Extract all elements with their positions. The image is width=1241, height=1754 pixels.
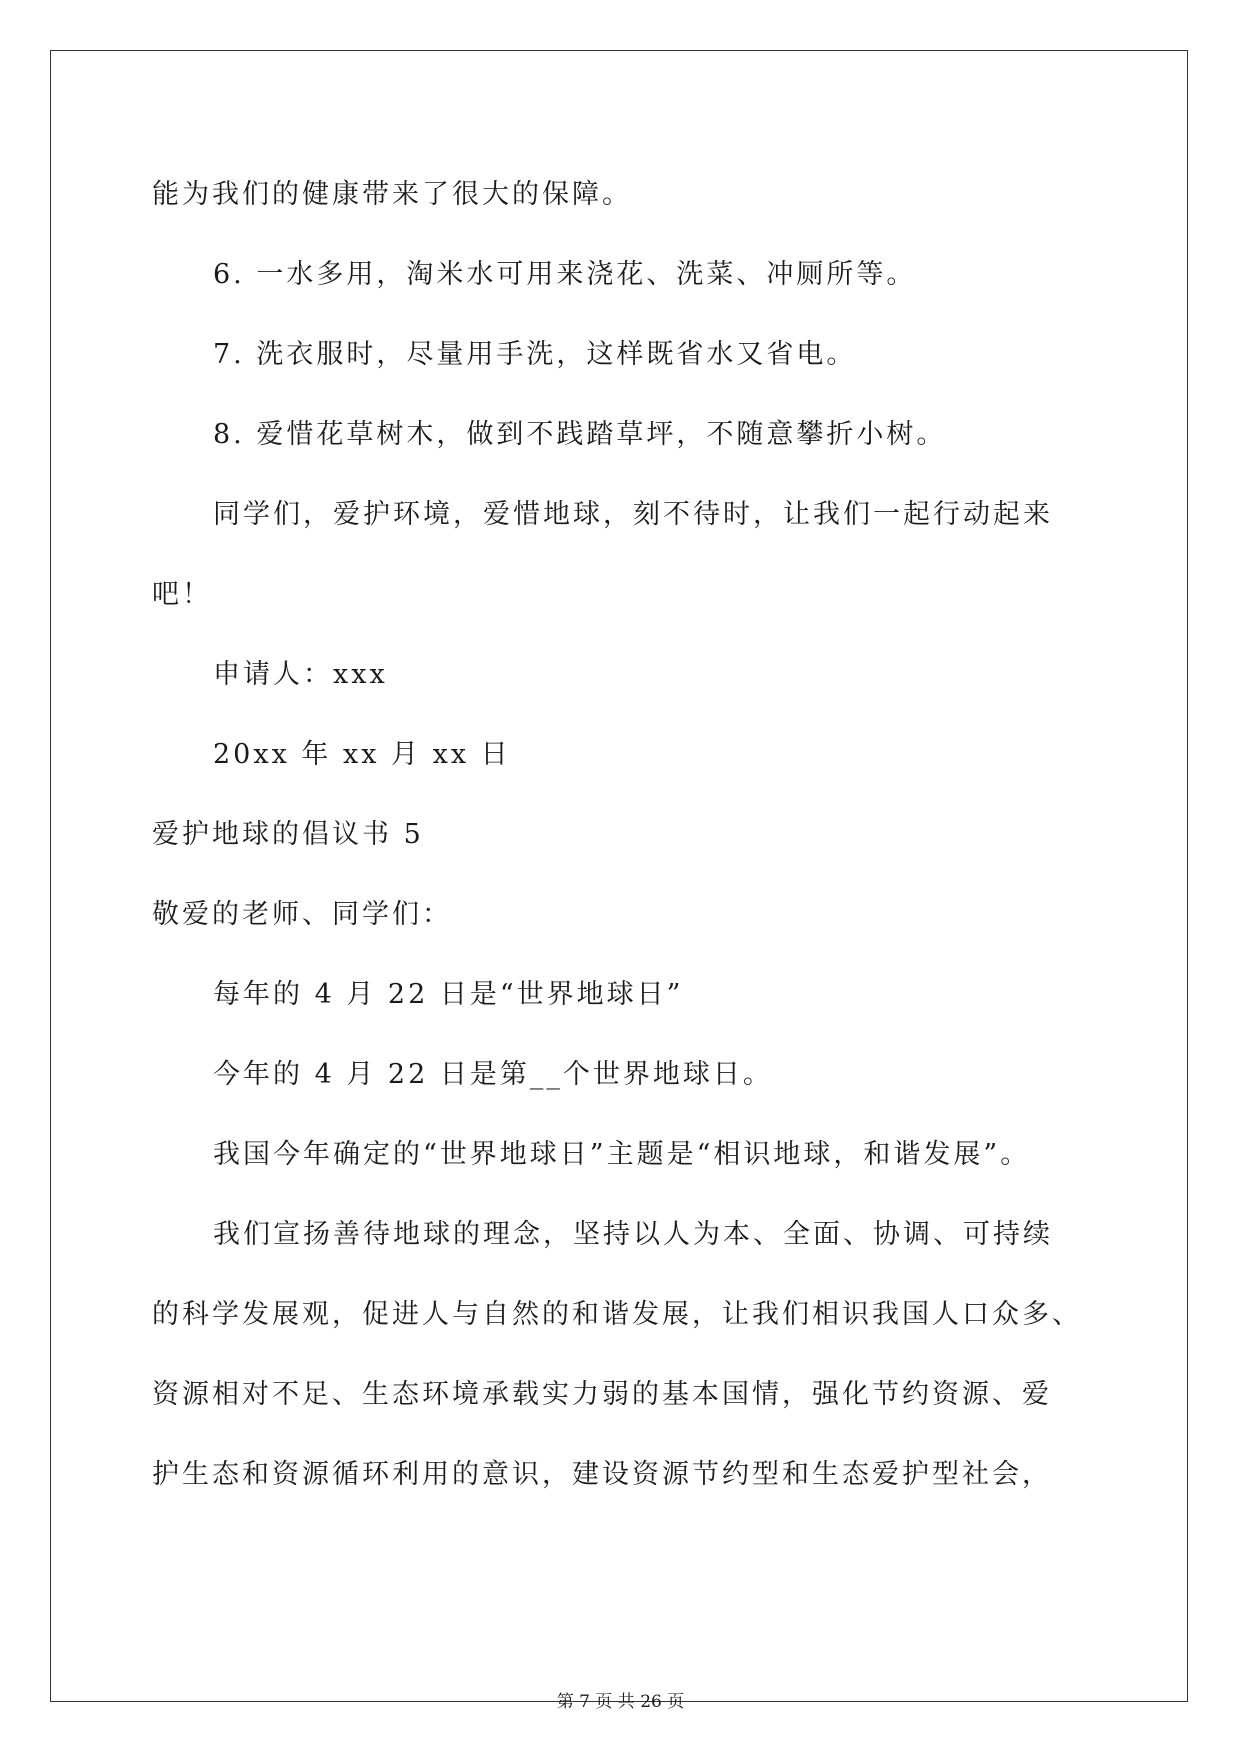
text-line: 我们宣扬善待地球的理念，坚持以人为本、全面、协调、可持续 — [213, 1219, 1053, 1250]
page-footer: 第 7 页 共 26 页 — [556, 1692, 685, 1712]
text-line: 今年的 4 月 22 日是第__个世界地球日。 — [213, 1059, 773, 1090]
text-line: 同学们，爱护环境，爱惜地球，刻不待时，让我们一起行动起来 — [213, 499, 1053, 530]
list-item: 7. 洗衣服时，尽量用手洗，这样既省水又省电。 — [213, 339, 857, 370]
text-line: 每年的 4 月 22 日是“世界地球日” — [213, 979, 684, 1010]
section-title: 爱护地球的倡议书 5 — [152, 819, 424, 850]
list-item: 6. 一水多用，淘米水可用来浇花、洗菜、冲厕所等。 — [213, 259, 917, 290]
text-line: 能为我们的健康带来了很大的保障。 — [152, 179, 632, 210]
text-line: 我国今年确定的“世界地球日”主题是“相识地球，和谐发展”。 — [213, 1139, 1031, 1170]
text-line: 吧！ — [152, 579, 212, 610]
text-line: 资源相对不足、生态环境承载实力弱的基本国情，强化节约资源、爱 — [152, 1379, 1052, 1410]
date-line: 20xx 年 xx 月 xx 日 — [213, 739, 511, 770]
list-item: 8. 爱惜花草树木，做到不践踏草坪，不随意攀折小树。 — [213, 419, 947, 450]
salutation: 敬爱的老师、同学们： — [152, 899, 452, 930]
text-line: 的科学发展观，促进人与自然的和谐发展，让我们相识我国人口众多、 — [152, 1299, 1082, 1330]
text-line: 护生态和资源循环利用的意识，建设资源节约型和生态爱护型社会， — [152, 1459, 1052, 1490]
applicant-line: 申请人：xxx — [213, 659, 388, 690]
